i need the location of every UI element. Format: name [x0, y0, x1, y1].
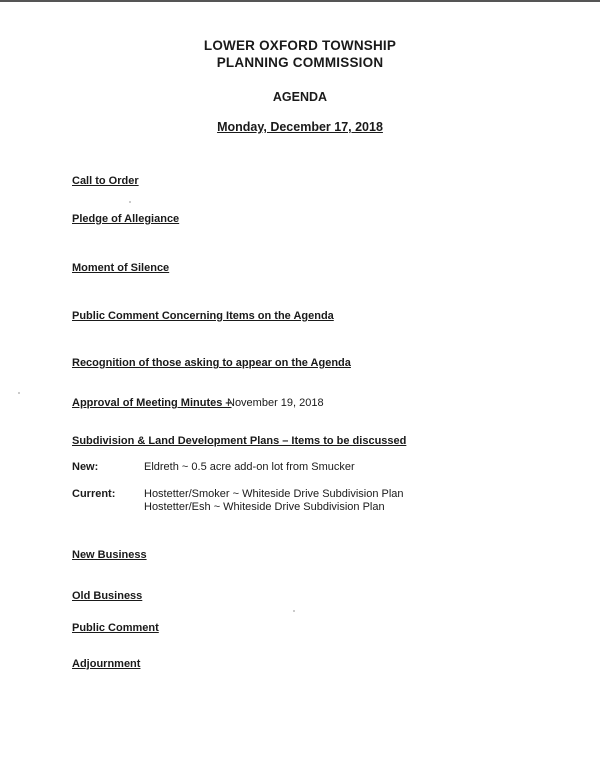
item-public-comment: Public Comment — [72, 622, 159, 634]
new-plans-label: New: — [72, 461, 99, 473]
scan-speck — [18, 392, 20, 394]
current-plan-entry: Hostetter/Smoker ~ Whiteside Drive Subdivision Plan — [144, 488, 404, 500]
agenda-title: AGENDA — [272, 90, 328, 104]
item-pledge: Pledge of Allegiance — [72, 213, 180, 225]
current-plans-label: Current: — [72, 488, 116, 500]
scan-speck — [293, 610, 295, 612]
current-plan-entry: Hostetter/Esh ~ Whiteside Drive Subdivision Plan — [144, 501, 385, 513]
commission-title: PLANNING COMMISSION — [216, 55, 384, 70]
item-approval-minutes: Approval of Meeting Minutes – — [72, 397, 232, 409]
approval-minutes-date: November 19, 2018 — [227, 397, 324, 409]
item-recognition: Recognition of those asking to appear on the Agenda — [72, 357, 351, 369]
meeting-date — [0, 120, 600, 134]
item-call-to-order: Call to Order — [72, 175, 139, 187]
item-old-business: Old Business — [72, 590, 143, 602]
scan-speck — [129, 201, 131, 203]
township-title: LOWER OXFORD TOWNSHIP — [203, 38, 397, 53]
item-adjournment: Adjournment — [72, 658, 141, 670]
scan-top-border — [0, 0, 600, 2]
item-new-business: New Business — [72, 549, 147, 561]
item-public-comment-agenda: Public Comment Concerning Items on the Agenda — [72, 310, 334, 322]
new-plan-entry: Eldreth ~ 0.5 acre add-on lot from Smucker — [144, 461, 355, 473]
meeting-date-text: Monday, December 17, 2018 — [217, 120, 383, 134]
item-subdivision-heading: Subdivision & Land Development Plans – Items to be discussed — [72, 435, 407, 447]
item-moment-of-silence: Moment of Silence — [72, 262, 170, 274]
